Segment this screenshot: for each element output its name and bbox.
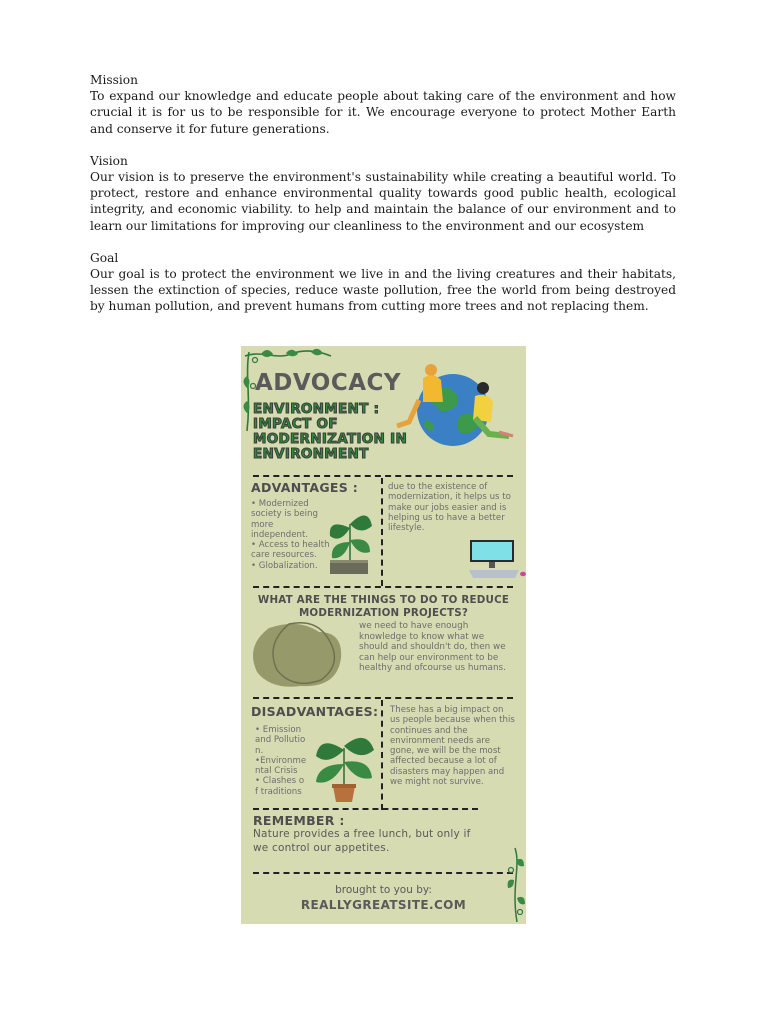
advocacy-poster [241,346,526,924]
goal-text: Our goal is to protect the environment we live in and the living creatures and their habitats, lessen the extinction of species, reduce waste pollution, free the world from being destroyed by human pollution, and prevent humans from cutting more trees and not replacing them. [90,267,676,314]
disadvantages-list [255,725,307,797]
advantages-item: • Access to health care resources. [251,540,330,561]
poster-title: ADVOCACY [255,370,402,396]
poster-subtitle: ENVIRONMENT : IMPACT OF MODERNIZATION IN ENVIRONMENT [253,401,408,462]
disadvantages-item: •Environmental Crisis [255,755,307,777]
advantages-item: • Modernized society is being more independent. [251,499,318,540]
vine-decoration-icon [503,846,526,924]
vision-heading: Vision [90,153,128,168]
document-body [90,72,676,315]
mission-heading: Mission [90,73,138,87]
footer-site: REALLYGREATSITE.COM [300,898,467,912]
monstera-plant-icon [311,730,377,802]
earth-people-illustration [391,360,526,450]
disadvantages-note: These has a big impact on us people because when this continues and the environment needs are gone, we will be the most affected because a lot of disasters may happen and we might not survive. [390,705,515,788]
advantages-heading: ADVANTAGES : [251,480,358,495]
footer-credit: brought to you by: [335,884,432,896]
advantages-item: • Globalization. [251,560,318,571]
question-answer: we need to have enough knowledge to know what we should and shouldn't do, then we can help our environment to be healthy and ofcourse us humans. [359,621,506,674]
potted-plant-icon [325,504,375,578]
blob-decoration-icon [249,620,359,690]
disadvantages-heading: DISADVANTAGES: [251,704,379,719]
goal-heading: Goal [90,250,119,265]
disadvantages-item: • Clashes of traditions [255,776,305,797]
question-heading: WHAT ARE THE THINGS TO DO TO REDUCE MODERNIZATION PROJECTS? [257,594,510,619]
remember-quote: Nature provides a free lunch, but only if we control our appetites. [253,828,471,854]
remember-heading: REMEMBER : [253,813,345,828]
advantages-list [251,499,331,571]
mission-text: To expand our knowledge and educate people about taking care of the environment and how crucial it is for us to be responsible for it. We encourage everyone to protect Mother Earth and conserve it for future generations. [90,89,676,136]
computer-icon [467,538,526,582]
vision-text: Our vision is to preserve the environment's sustainability while creating a beautiful world. To protect, restore and enhance environmental quality towards good public health, ecological integrity, and economic viability. to help and maintain the balance of our environment and to learn our limitations for improving our cleanliness to the environment and our ecosystem [90,170,676,233]
advantages-note: due to the existence of modernization, it helps us to make our jobs easier and is helping us to have a better lifestyle. [388,482,511,534]
disadvantages-item: • Emission and Pollution. [255,725,306,756]
